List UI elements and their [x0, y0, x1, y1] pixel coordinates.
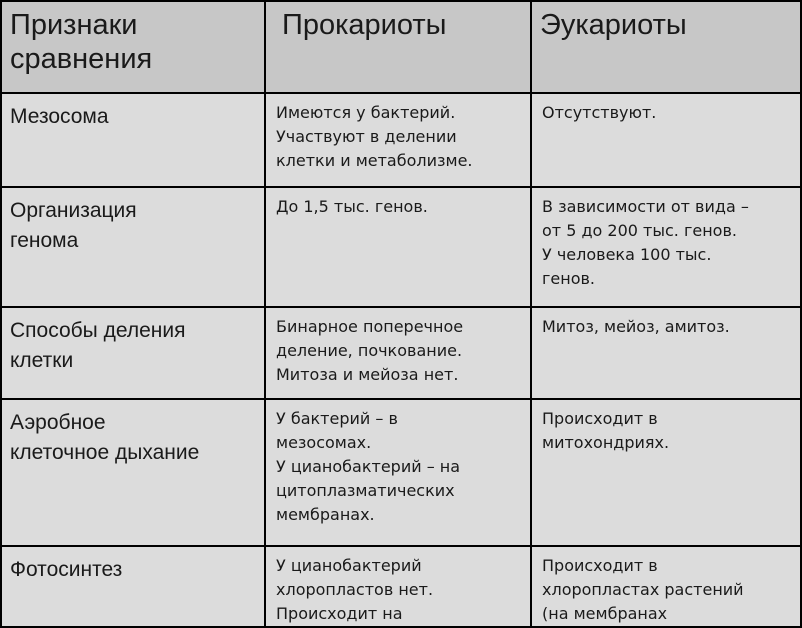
cell-line: хлоропластах растений [542, 580, 744, 599]
header-cell-prokaryotes [265, 1, 531, 93]
prokaryotes-cell [265, 399, 531, 546]
cell-line: цитоплазматических [276, 481, 455, 500]
cell-line: У бактерий – в [276, 409, 398, 428]
table-row [1, 546, 801, 627]
cell-line: Бинарное поперечное [276, 317, 464, 336]
cell-line: У цианобактерий [276, 556, 422, 575]
header-line: Признаки [10, 9, 138, 41]
cell-line: (на мембранах [542, 604, 668, 623]
eukaryotes-cell [531, 187, 801, 307]
row-label-line: Фотосинтез [10, 558, 123, 581]
prokaryotes-cell [265, 93, 531, 187]
row-label-cell [1, 93, 265, 187]
cell-line: деление, почкование. [276, 341, 463, 360]
table-header-row [1, 1, 801, 93]
cell-line: митохондриях. [542, 433, 670, 452]
eukaryotes-cell [531, 546, 801, 627]
cell-line: мембранах. [276, 505, 375, 524]
cell-line: Имеются у бактерий. [276, 103, 456, 122]
row-label-cell [1, 307, 265, 399]
table-row [1, 187, 801, 307]
cell-line: Участвуют в делении [276, 127, 457, 146]
eukaryotes-cell [531, 307, 801, 399]
cell-line: В зависимости от вида – [542, 197, 749, 216]
table-row [1, 93, 801, 187]
eukaryotes-cell [531, 93, 801, 187]
cell-line: генов. [542, 269, 596, 288]
prokaryotes-cell [265, 546, 531, 627]
row-label-line: Способы деления [10, 319, 186, 342]
cell-line: У цианобактерий – на [276, 457, 461, 476]
row-label-cell [1, 187, 265, 307]
cell-line: клетки и метаболизме. [276, 151, 473, 170]
cell-line: хлоропластов нет. [276, 580, 434, 599]
table-row [1, 307, 801, 399]
row-label-cell [1, 399, 265, 546]
row-label-cell [1, 546, 265, 627]
cell-line: Митоза и мейоза нет. [276, 365, 459, 384]
header-line: сравнения [10, 43, 153, 75]
cell-line: Митоз, мейоз, амитоз. [542, 317, 730, 336]
cell-line: Происходит на [276, 604, 403, 623]
header-cell-eukaryotes [531, 1, 801, 93]
cell-line: Отсутствуют. [542, 103, 657, 122]
cell-line: До 1,5 тыс. генов. [276, 197, 428, 216]
cell-line: Происходит в [542, 556, 658, 575]
cell-line: мезосомах. [276, 433, 372, 452]
row-label-line: клетки [10, 349, 74, 372]
table-row [1, 399, 801, 546]
cell-line: от 5 до 200 тыс. генов. [542, 221, 737, 240]
header-line: Эукариоты [540, 9, 687, 41]
row-label-line: Мезосома [10, 105, 109, 128]
eukaryotes-cell [531, 399, 801, 546]
cell-line: У человека 100 тыс. [542, 245, 712, 264]
header-line: Прокариоты [282, 9, 447, 41]
prokaryotes-cell [265, 307, 531, 399]
row-label-line: генома [10, 229, 79, 252]
row-label-line: клеточное дыхание [10, 441, 200, 464]
prokaryotes-cell [265, 187, 531, 307]
cell-line: Происходит в [542, 409, 658, 428]
header-cell-features [1, 1, 265, 93]
row-label-line: Аэробное [10, 411, 106, 434]
row-label-line: Организация [10, 199, 137, 222]
